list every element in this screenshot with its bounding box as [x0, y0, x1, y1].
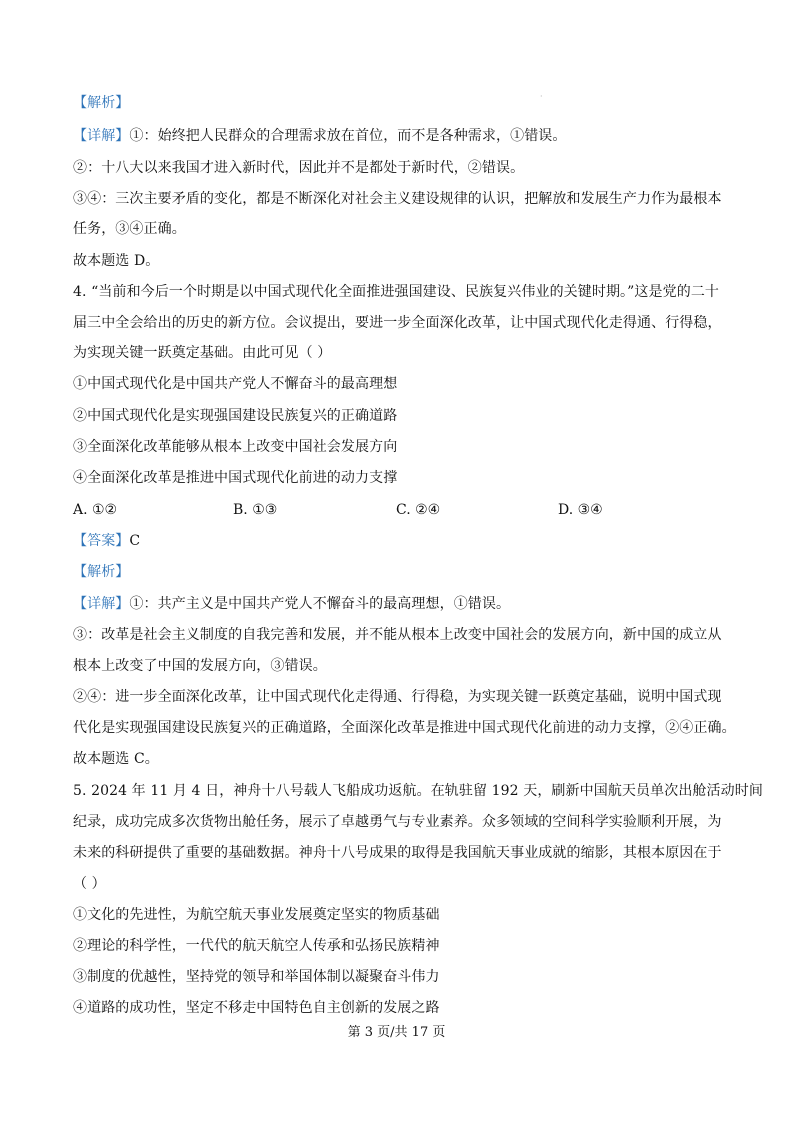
paragraph-line: ②：十八大以来我国才进入新时代，因此并不是都处于新时代，②错误。 — [73, 160, 525, 176]
paragraph-line: ③④：三次主要矛盾的变化，都是不断深化对社会主义建设规律的认识，把解放和发展生产力作为最根本 — [73, 191, 722, 207]
paragraph-line: 任务，③④正确。 — [73, 221, 186, 237]
answer-options — [73, 500, 725, 520]
option-d: D. ③④ — [558, 502, 603, 518]
statement-item: ④道路的成功性，坚定不移走中国特色自主创新的发展之路 — [73, 1000, 440, 1016]
option-b: B. ①③ — [233, 502, 278, 518]
page-number: 第 3 页/共 17 页 — [347, 1025, 446, 1040]
analysis-tag: 【解析】 — [73, 95, 130, 111]
statement-item: ①中国式现代化是中国共产党人不懈奋斗的最高理想 — [73, 376, 398, 392]
analysis-tag: 【解析】 — [73, 564, 130, 580]
statement-item: ②中国式现代化是实现强国建设民族复兴的正确道路 — [73, 408, 398, 424]
option-c: C. ②④ — [396, 502, 441, 518]
analysis-heading — [73, 562, 725, 582]
answer-tag: 【答案】 — [73, 533, 130, 549]
question-stem: 4. “当前和今后一个时期是以中国式现代化全面推进强国建设、民族复兴伟业的关键时期。”这是党的二十 — [73, 284, 720, 300]
detail-text: ①：始终把人民群众的合理需求放在首位，而不是各种需求，①错误。 — [129, 128, 567, 144]
statement-item: ①文化的先进性，为航空航天事业发展奠定坚实的物质基础 — [73, 907, 440, 923]
detail-tag: 【详解】 — [73, 128, 130, 144]
detail-line — [73, 594, 725, 614]
question-stem: （ ） — [73, 876, 106, 892]
statement-item: ②理论的科学性，一代代的航天航空人传承和弘扬民族精神 — [73, 938, 440, 954]
paragraph-line: 根本上改变了中国的发展方向，③错误。 — [73, 658, 327, 674]
paragraph-line: 代化是实现强国建设民族复兴的正确道路，全面深化改革是推进中国式现代化前进的动力支撑，②④正确。 — [73, 720, 736, 736]
answer-line — [73, 531, 725, 551]
question-stem: 届三中全会给出的历史的新方位。会议提出，要进一步全面深化改革，让中国式现代化走得通、行得稳， — [73, 315, 722, 331]
paragraph-line: ②④：进一步全面深化改革，让中国式现代化走得通、行得稳，为实现关键一跃奠定基础，说明中国式现 — [73, 689, 722, 705]
scan-dot: · — [540, 92, 543, 101]
answer-value: C — [129, 533, 141, 549]
question-stem: 纪录，成功完成多次货物出舱任务，展示了卓越勇气与专业素养。众多领域的空间科学实验顺利开展，为 — [73, 814, 722, 830]
detail-tag: 【详解】 — [73, 596, 130, 612]
option-a: A. ①② — [73, 502, 118, 518]
conclusion-line: 故本题选 D。 — [73, 253, 160, 269]
question-stem: 为实现关键一跃奠定基础。由此可见（ ） — [73, 345, 332, 361]
question-stem: 5. 2024 年 11 月 4 日，神舟十八号载人飞船成功返航。在轨驻留 192 天，刷新中国航天员单次出舱活动时间 — [73, 783, 763, 799]
paragraph-line: ③：改革是社会主义制度的自我完善和发展，并不能从根本上改变中国社会的发展方向，新中国的成立从 — [73, 627, 722, 643]
analysis-heading — [73, 93, 725, 113]
conclusion-line: 故本题选 C。 — [73, 751, 159, 767]
question-stem: 未来的科研提供了重要的基础数据。神舟十八号成果的取得是我国航天事业成就的缩影，其根本原因在于 — [73, 845, 722, 861]
detail-line — [73, 126, 725, 146]
statement-item: ④全面深化改革是推进中国式现代化前进的动力支撑 — [73, 470, 398, 486]
statement-item: ③全面深化改革能够从根本上改变中国社会发展方向 — [73, 439, 398, 455]
statement-item: ③制度的优越性，坚持党的领导和举国体制以凝聚奋斗伟力 — [73, 969, 440, 985]
detail-text: ①：共产主义是中国共产党人不懈奋斗的最高理想，①错误。 — [129, 596, 511, 612]
